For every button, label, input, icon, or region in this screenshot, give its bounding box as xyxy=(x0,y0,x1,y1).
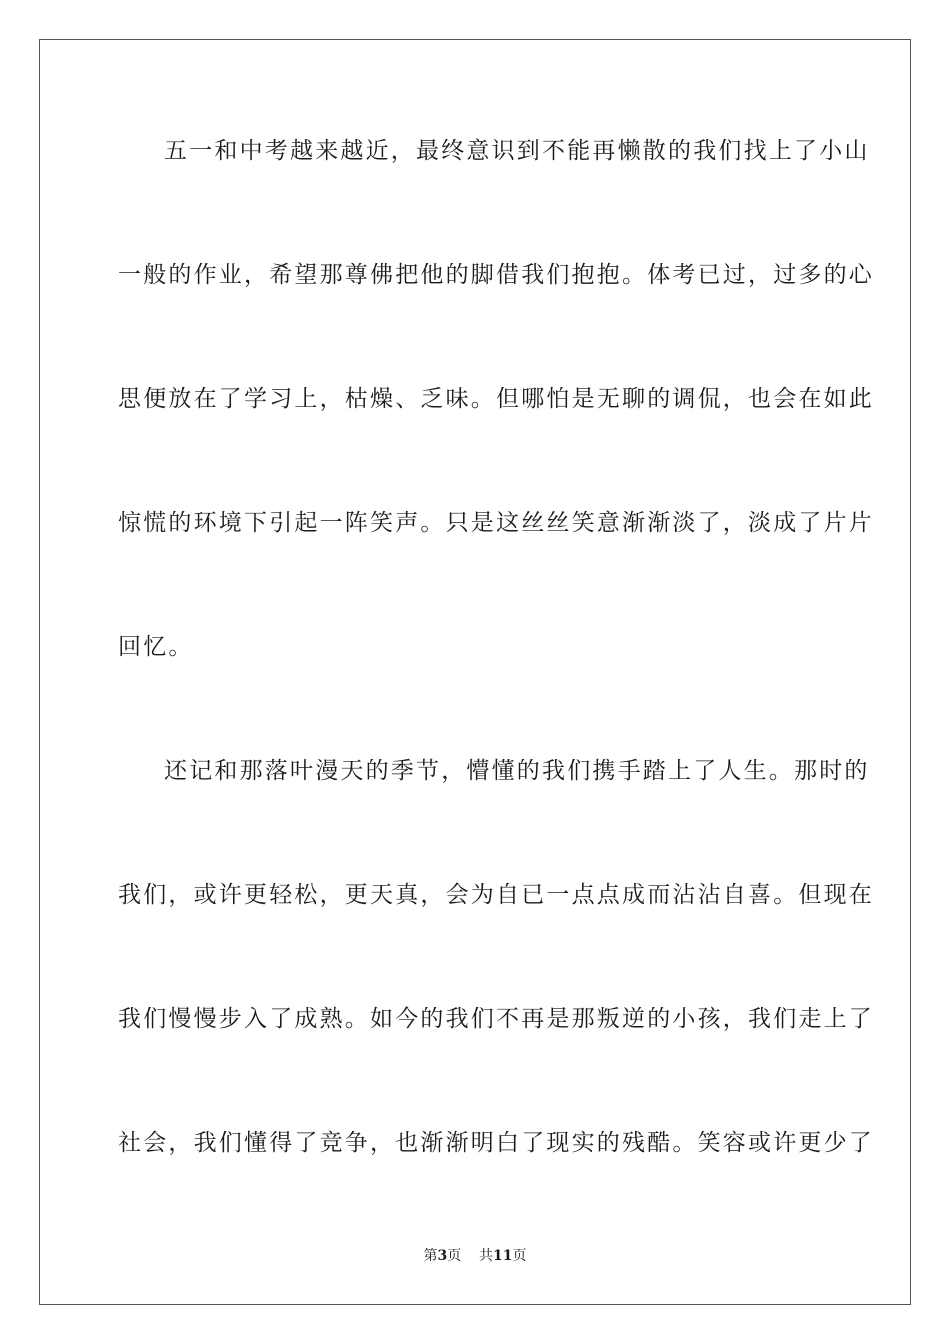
current-page-number: 3 xyxy=(437,1248,448,1264)
paragraph-2-line-1: 还记和那落叶漫天的季节，懵懂的我们携手踏上了人生。那时的 xyxy=(164,758,870,784)
paragraph-2-line-2: 我们，或许更轻松，更天真，会为自已一点点成而沾沾自喜。但现在 xyxy=(118,882,874,908)
paragraph-1-line-4: 惊慌的环境下引起一阵笑声。只是这丝丝笑意渐渐淡了，淡成了片片 xyxy=(118,510,874,536)
total-page-count: 11 xyxy=(493,1248,513,1264)
paragraph-1-line-3: 思便放在了学习上，枯燥、乏味。但哪怕是无聊的调侃，也会在如此 xyxy=(118,386,874,412)
paragraph-1-line-5: 回忆。 xyxy=(118,634,194,660)
page-label-prefix: 第 xyxy=(423,1248,438,1264)
page-footer xyxy=(0,1247,950,1265)
paragraph-1-line-1: 五一和中考越来越近，最终意识到不能再懒散的我们找上了小山 xyxy=(164,138,870,164)
page-label-suffix: 页 xyxy=(447,1248,462,1264)
paragraph-2-line-4: 社会，我们懂得了竞争，也渐渐明白了现实的残酷。笑容或许更少了 xyxy=(118,1130,874,1156)
paragraph-1-line-2: 一般的作业，希望那尊佛把他的脚借我们抱抱。体考已过，过多的心 xyxy=(118,262,874,288)
page-border xyxy=(39,39,911,1305)
paragraph-2-line-3: 我们慢慢步入了成熟。如今的我们不再是那叛逆的小孩，我们走上了 xyxy=(118,1006,874,1032)
total-label-suffix: 页 xyxy=(512,1248,527,1264)
total-label-prefix: 共 xyxy=(479,1248,494,1264)
